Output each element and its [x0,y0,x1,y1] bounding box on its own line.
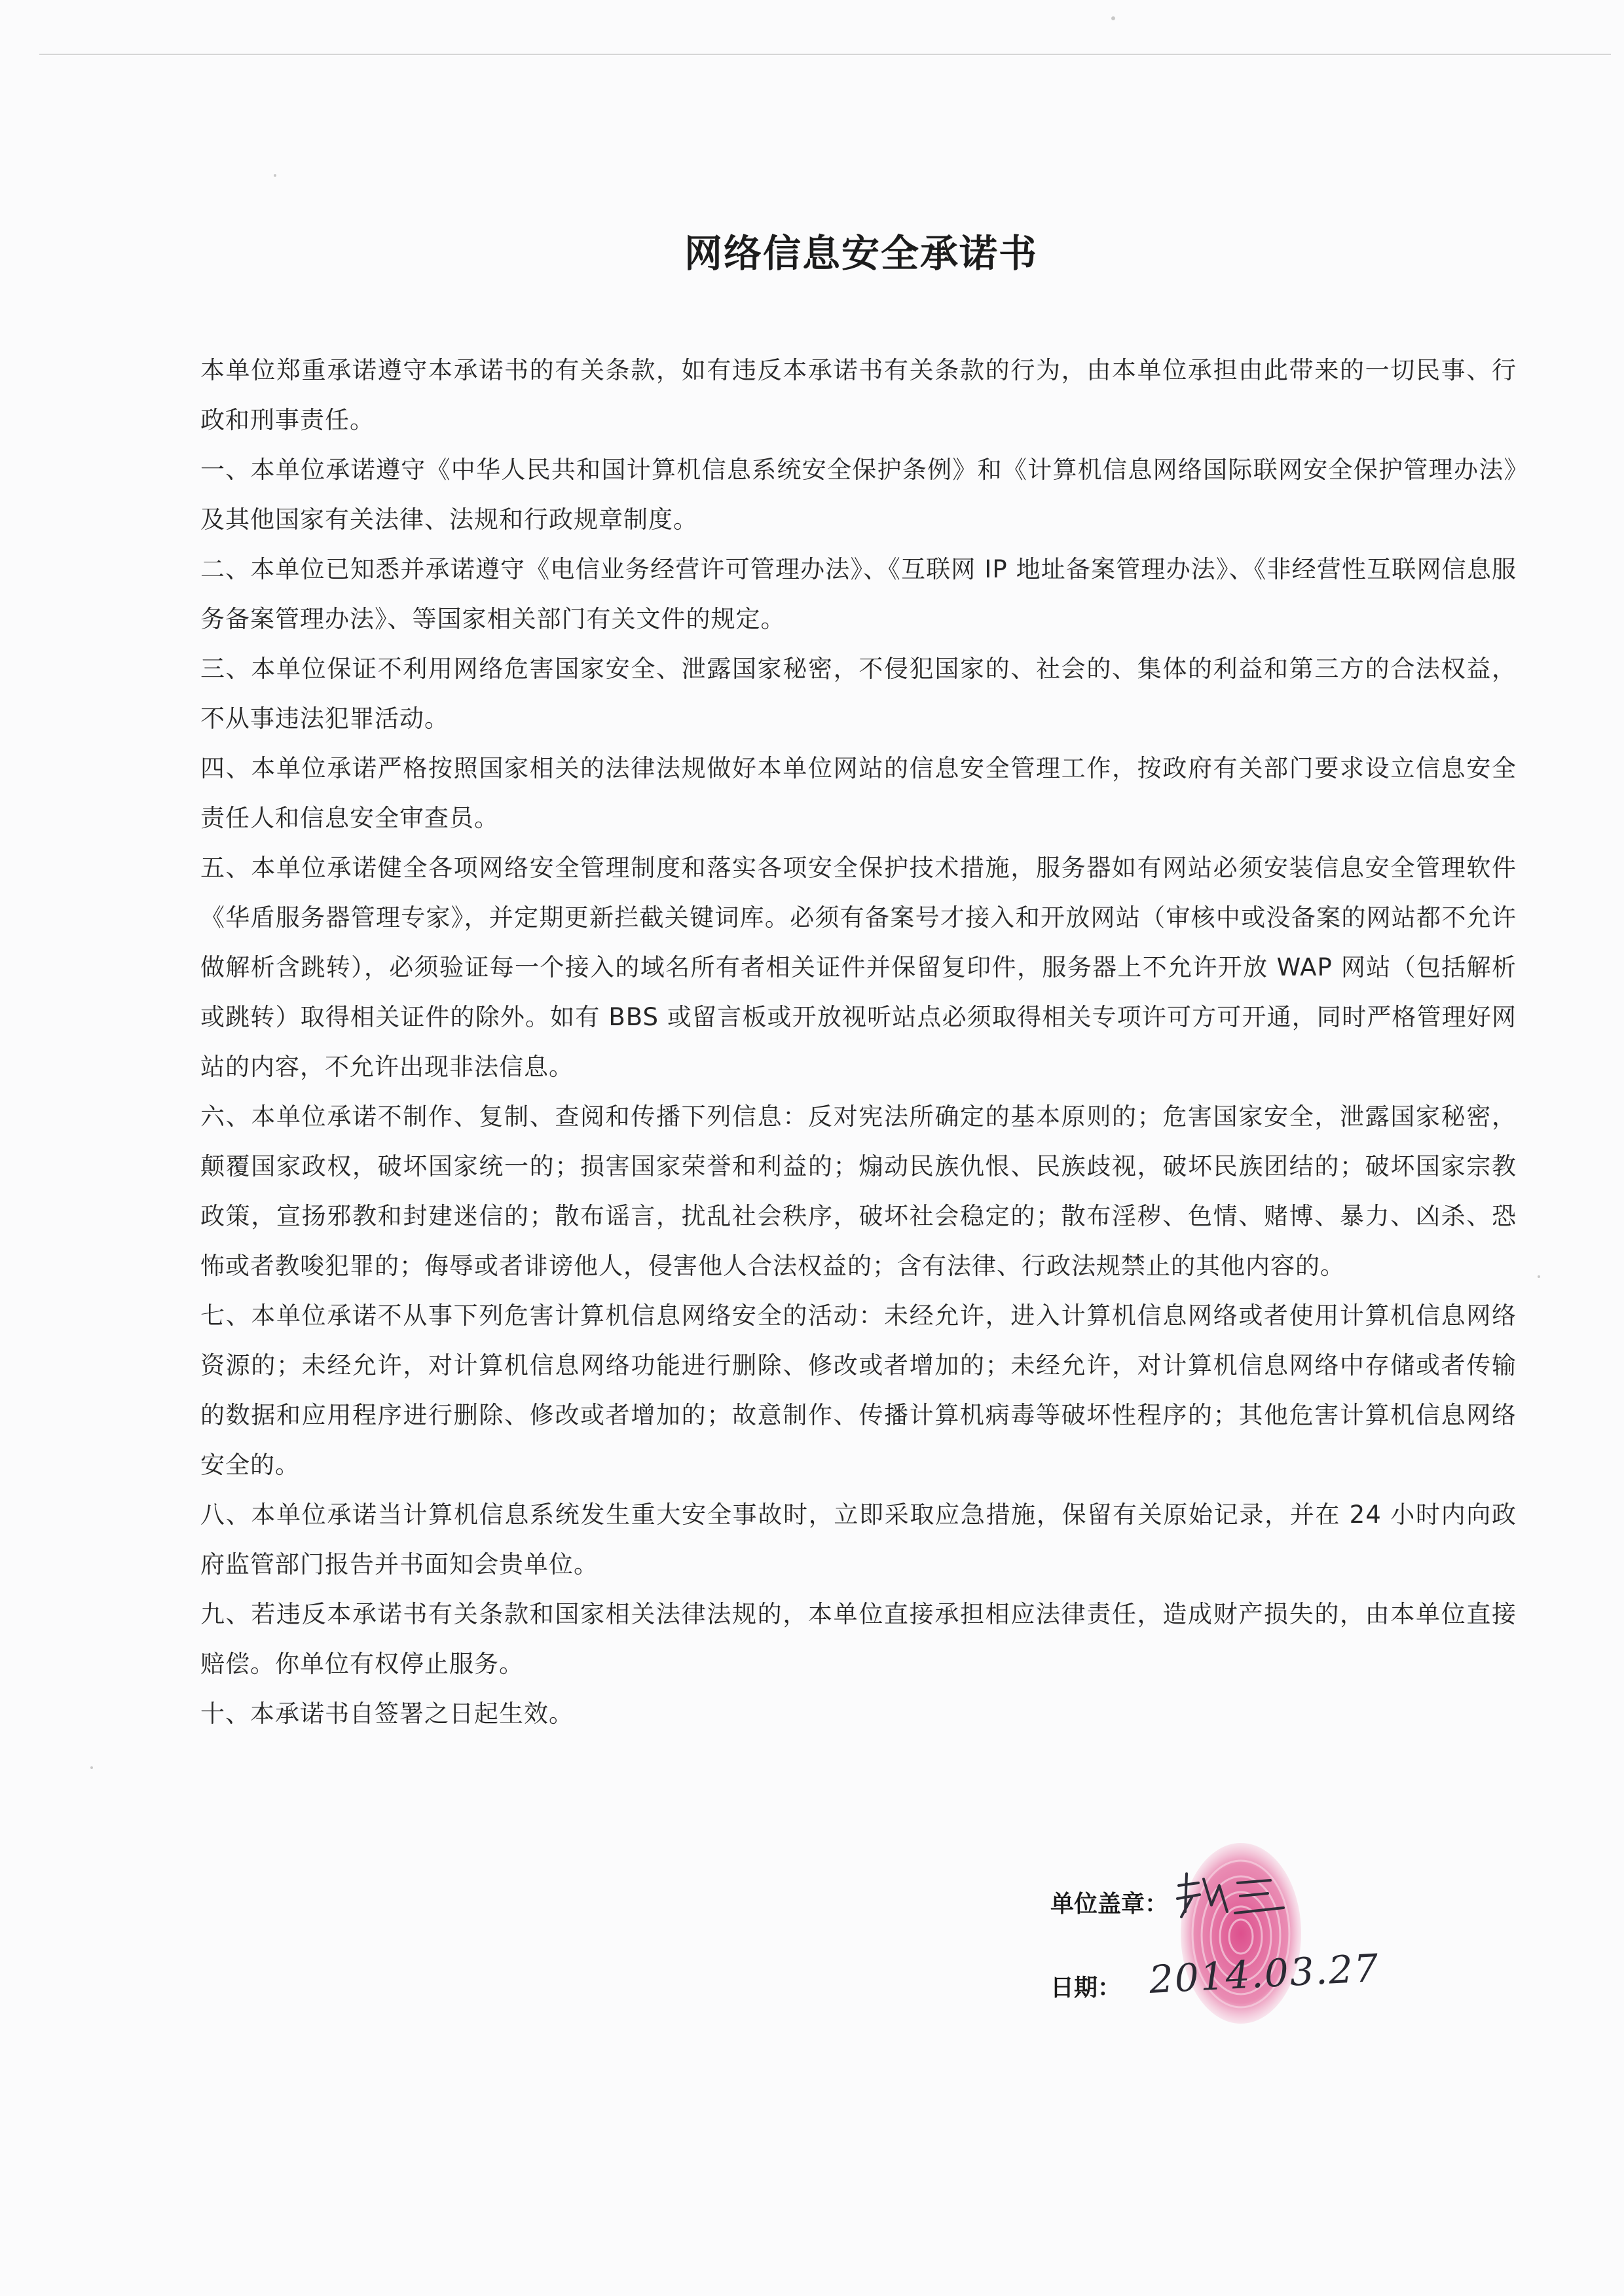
paragraph-6: 六、本单位承诺不制作、复制、查阅和传播下列信息：反对宪法所确定的基本原则的；危害国家安全，泄露国家秘密，颠覆国家政权，破坏国家统一的；损害国家荣誉和利益的；煽动民族仇恨、民族歧视，破坏民族团结的；破坏国家宗教政策，宣扬邪教和封建迷信的；散布谣言，扰乱社会秩序，破坏社会稳定的；散布淫秽、色情、赌博、暴力、凶杀、恐怖或者教唆犯罪的；侮辱或者诽谤他人，侵害他人合法权益的；含有法律、行政法规禁止的其他内容的。 [200,1102,1517,1280]
paragraph-5: 五、本单位承诺健全各项网络安全管理制度和落实各项安全保护技术措施，服务器如有网站必须安装信息安全管理软件《华盾服务器管理专家》，并定期更新拦截关键词库。必须有备案号才接入和开放网站（审核中或没备案的网站都不允许做解析含跳转），必须验证每一个接入的域名所有者相关证件并保留复印件，服务器上不允许开放 WAP 网站（包括解析或跳转）取得相关证件的除外。如有 BBS 或留言板或开放视听站点必须取得相关专项许可方可开通，同时严格管理好网站的内容，不允许出现非法信息。 [200,854,1517,1081]
date-label: 日期： [1050,1975,1122,2001]
paragraph-4: 四、本单位承诺严格按照国家相关的法律法规做好本单位网站的信息安全管理工作，按政府有关部门要求设立信息安全责任人和信息安全审查员。 [200,754,1517,832]
paragraph-1: 一、本单位承诺遵守《中华人民共和国计算机信息系统安全保护条例》和《计算机信息网络国际联网安全保护管理办法》及其他国家有关法律、法规和行政规章制度。 [200,456,1517,534]
paragraph-3: 三、本单位保证不利用网络危害国家安全、泄露国家秘密，不侵犯国家的、社会的、集体的利益和第三方的合法权益，不从事违法犯罪活动。 [200,655,1517,733]
paragraph-9: 九、若违反本承诺书有关条款和国家相关法律法规的，本单位直接承担相应法律责任，造成财产损失的，由本单位直接赔偿。你单位有权停止服务。 [200,1600,1517,1678]
paragraph-10: 十、本承诺书自签署之日起生效。 [200,1700,574,1728]
document-title: 网络信息安全承诺书 [684,231,1038,276]
handwritten-date: 2014.03.27 [1148,1945,1381,2002]
seal-label: 单位盖章： [1050,1891,1169,1918]
paragraph-intro: 本单位郑重承诺遵守本承诺书的有关条款，如有违反本承诺书有关条款的行为，由本单位承担由此带来的一切民事、行政和刑事责任。 [200,356,1517,434]
paragraph-7: 七、本单位承诺不从事下列危害计算机信息网络安全的活动：未经允许，进入计算机信息网络或者使用计算机信息网络资源的；未经允许，对计算机信息网络功能进行删除、修改或者增加的；未经允许，对计算机信息网络中存储或者传输的数据和应用程序进行删除、修改或者增加的；故意制作、传播计算机病毒等破坏性程序的；其他危害计算机信息网络安全的。 [200,1302,1517,1479]
paragraph-8: 八、本单位承诺当计算机信息系统发生重大安全事故时，立即采取应急措施，保留有关原始记录，并在 24 小时内向政府监管部门报告并书面知会贵单位。 [200,1501,1517,1578]
paragraph-2: 二、本单位已知悉并承诺遵守《电信业务经营许可管理办法》、《互联网 IP 地址备案管理办法》、《非经营性互联网信息服务备案管理办法》、等国家相关部门有关文件的规定。 [200,555,1517,633]
